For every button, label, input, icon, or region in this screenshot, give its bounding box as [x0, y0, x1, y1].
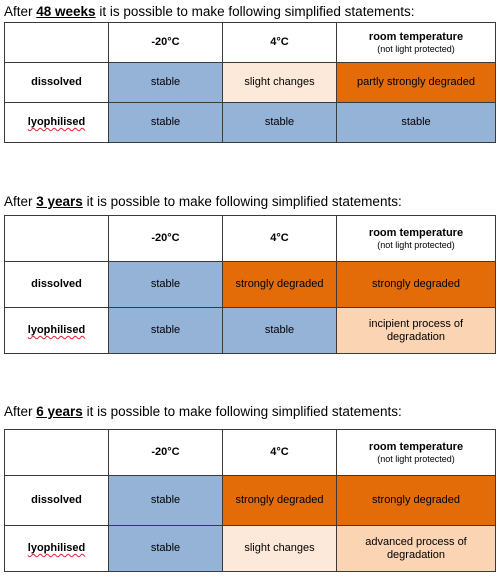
cell-lyophilised-minus-20c: stable	[109, 308, 223, 354]
header-4c: 4°C	[223, 23, 337, 63]
stability-table-48-weeks	[4, 22, 496, 143]
table-row-dissolved	[5, 262, 496, 308]
row-label-lyophilised	[5, 308, 109, 354]
cell-lyophilised-room-temp: advanced process of degradation	[337, 526, 496, 572]
heading-period: 48 weeks	[36, 4, 96, 19]
table-header-row	[5, 23, 496, 63]
row-label-lyophilised	[5, 103, 109, 143]
header-minus-20c: -20°C	[109, 216, 223, 262]
header-4c: 4°C	[223, 216, 337, 262]
header-room-temperature	[337, 430, 496, 476]
cell-dissolved-room-temp: strongly degraded	[337, 262, 496, 308]
row-label-lyophilised-text: lyophilised	[27, 324, 86, 336]
cell-dissolved-minus-20c: stable	[109, 63, 223, 103]
header-minus-20c: -20°C	[109, 23, 223, 63]
room-temp-title: room temperature	[368, 441, 464, 453]
room-temp-subtitle: (not light protected)	[377, 44, 455, 54]
heading-suffix: it is possible to make following simplified statements:	[82, 404, 402, 419]
heading-suffix: it is possible to make following simplified statements:	[95, 4, 415, 19]
table-row-lyophilised	[5, 308, 496, 354]
header-empty-cell	[5, 430, 109, 476]
table-row-dissolved	[5, 63, 496, 103]
room-temp-title: room temperature	[368, 31, 464, 43]
header-empty-cell	[5, 216, 109, 262]
header-4c: 4°C	[223, 430, 337, 476]
cell-lyophilised-4c: stable	[223, 103, 337, 143]
cell-lyophilised-minus-20c: stable	[109, 103, 223, 143]
cell-lyophilised-4c: slight changes	[223, 526, 337, 572]
stability-table-3-years	[4, 215, 496, 354]
row-label-dissolved: dissolved	[5, 262, 109, 308]
section-heading-3-years	[4, 194, 402, 210]
row-label-lyophilised-text: lyophilised	[27, 542, 86, 554]
table-row-lyophilised	[5, 526, 496, 572]
cell-dissolved-4c: strongly degraded	[223, 476, 337, 526]
heading-suffix: it is possible to make following simplified statements:	[82, 194, 402, 209]
heading-period: 6 years	[36, 404, 83, 419]
row-label-dissolved: dissolved	[5, 476, 109, 526]
section-heading-48-weeks	[4, 4, 414, 20]
cell-dissolved-room-temp: strongly degraded	[337, 476, 496, 526]
section-heading-6-years	[4, 404, 402, 420]
header-minus-20c: -20°C	[109, 430, 223, 476]
cell-dissolved-4c: slight changes	[223, 63, 337, 103]
cell-dissolved-4c: strongly degraded	[223, 262, 337, 308]
table-header-row	[5, 216, 496, 262]
heading-prefix: After	[4, 194, 37, 209]
cell-dissolved-room-temp: partly strongly degraded	[337, 63, 496, 103]
heading-prefix: After	[4, 4, 37, 19]
cell-lyophilised-minus-20c: stable	[109, 526, 223, 572]
table-row-dissolved	[5, 476, 496, 526]
row-label-lyophilised	[5, 526, 109, 572]
room-temp-title: room temperature	[368, 227, 464, 239]
cell-lyophilised-4c: stable	[223, 308, 337, 354]
heading-prefix: After	[4, 404, 37, 419]
room-temp-subtitle: (not light protected)	[377, 454, 455, 464]
table-row-lyophilised	[5, 103, 496, 143]
cell-lyophilised-room-temp: incipient process of degradation	[337, 308, 496, 354]
header-empty-cell	[5, 23, 109, 63]
row-label-dissolved: dissolved	[5, 63, 109, 103]
header-room-temperature	[337, 23, 496, 63]
stability-table-6-years	[4, 429, 496, 572]
cell-lyophilised-room-temp: stable	[337, 103, 496, 143]
room-temp-subtitle: (not light protected)	[377, 240, 455, 250]
row-label-lyophilised-text: lyophilised	[27, 116, 86, 128]
table-header-row	[5, 430, 496, 476]
cell-dissolved-minus-20c: stable	[109, 262, 223, 308]
heading-period: 3 years	[36, 194, 83, 209]
cell-dissolved-minus-20c: stable	[109, 476, 223, 526]
header-room-temperature	[337, 216, 496, 262]
